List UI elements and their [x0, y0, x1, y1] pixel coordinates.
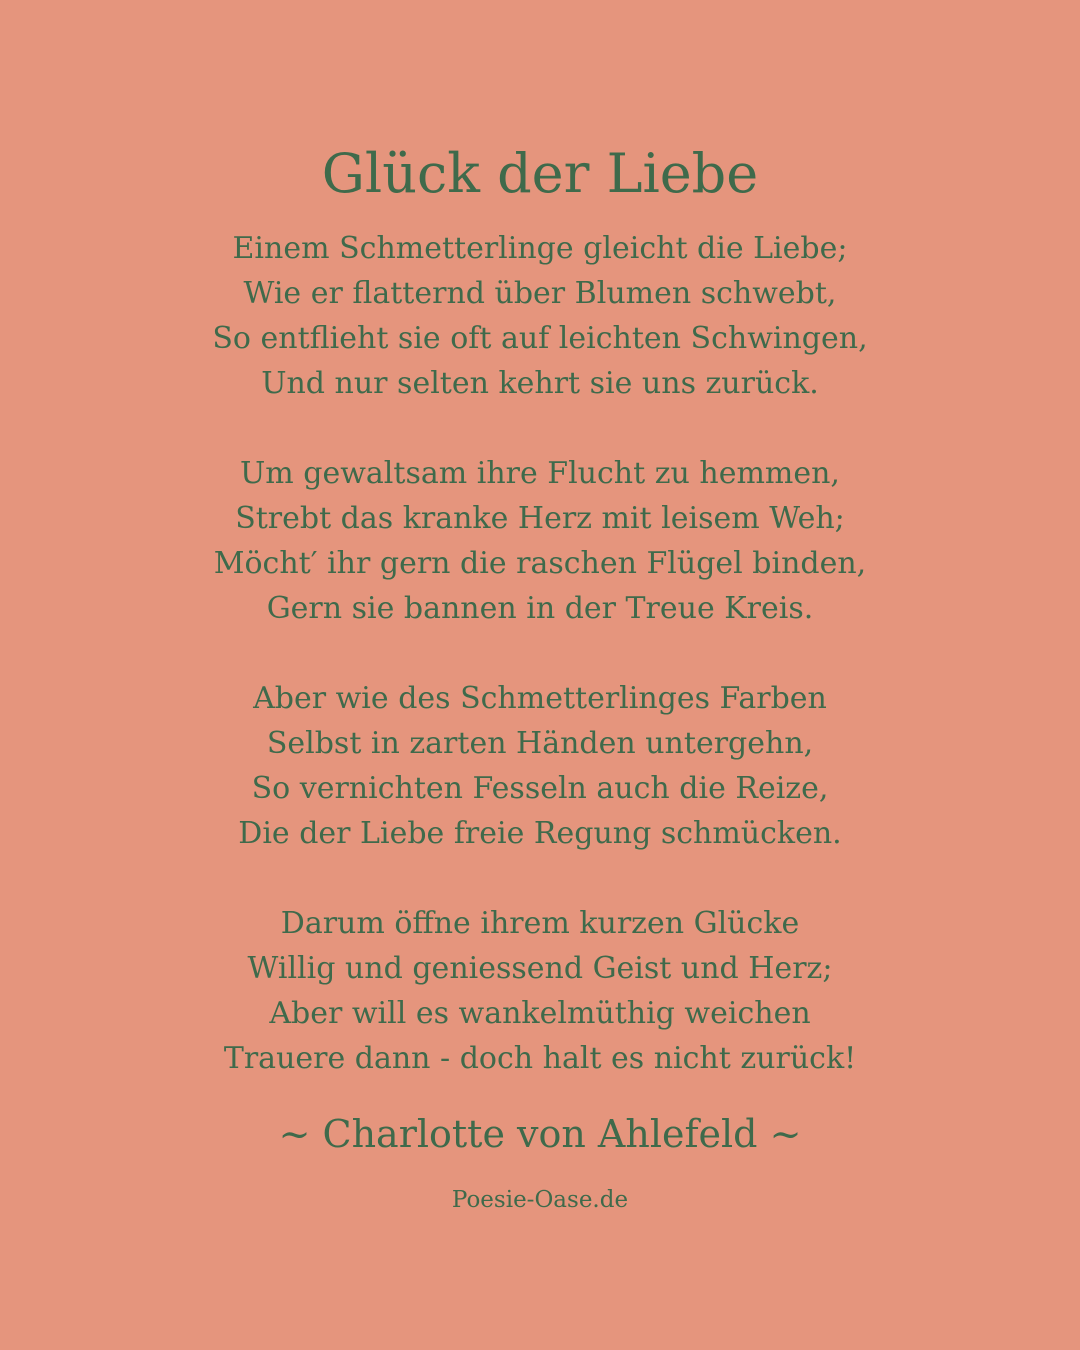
stanza-1	[0, 226, 1080, 406]
poem-line: Um gewaltsam ihre Flucht zu hemmen,	[240, 456, 840, 491]
poem-line: Einem Schmetterlinge gleicht die Liebe;	[232, 231, 848, 266]
poem-line: Aber wie des Schmetterlinges Farben	[253, 681, 827, 716]
poem-line: So entflieht sie oft auf leichten Schwingen,	[212, 321, 868, 356]
poem-line: Die der Liebe freie Regung schmücken.	[238, 816, 842, 851]
poem-line: Aber will es wankelmüthig weichen	[269, 996, 811, 1031]
poem-line: Möcht′ ihr gern die raschen Flügel binden,	[213, 546, 867, 581]
poem-line: Strebt das kranke Herz mit leisem Weh;	[235, 501, 845, 536]
stanza-2	[0, 451, 1080, 631]
poem-title: Glück der Liebe	[321, 142, 759, 205]
site-credit: Poesie-Oase.de	[451, 1187, 629, 1213]
poem-line: Darum öffne ihrem kurzen Glücke	[280, 906, 800, 941]
poem-line: Selbst in zarten Händen untergehn,	[266, 726, 814, 761]
poem-line: Trauere dann - doch halt es nicht zurück!	[223, 1041, 857, 1076]
poem-line: So vernichten Fesseln auch die Reize,	[251, 771, 829, 806]
stanza-3	[0, 676, 1080, 856]
stanza-4	[0, 901, 1080, 1081]
poem-line: Und nur selten kehrt sie uns zurück.	[261, 366, 819, 401]
poem-line: Gern sie bannen in der Treue Kreis.	[266, 591, 814, 626]
poem-line: Wie er flatternd über Blumen schwebt,	[243, 276, 837, 311]
poem-line: Willig und geniessend Geist und Herz;	[247, 951, 833, 986]
poem-author: ~ Charlotte von Ahlefeld ~	[278, 1112, 802, 1156]
poem-body	[0, 226, 1080, 1126]
